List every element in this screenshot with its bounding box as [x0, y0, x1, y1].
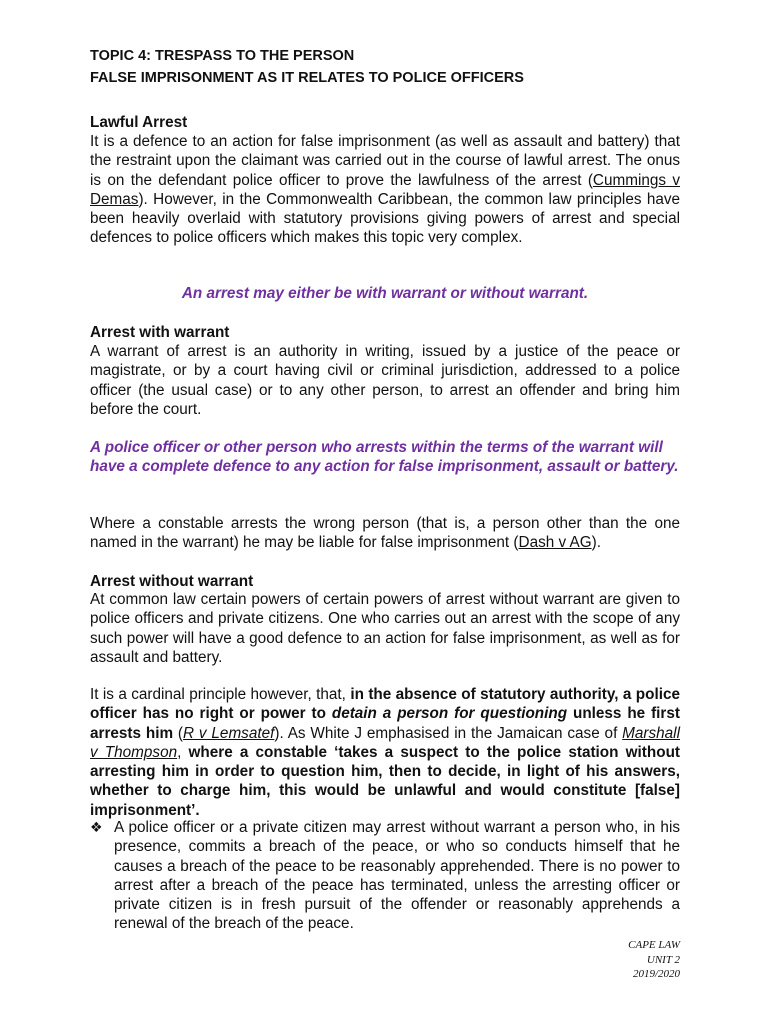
- cardinal-principle-paragraph: It is a cardinal principle however, that, in the absence of statutory authority, a police officer has no right or power to detain a person for questioning unless he first arrests him (R v Lemsatef). As White J emphasised in the Jamaican case of Marshall v Thompson, where a constable ‘takes a suspect to the police station without arresting him in order to question him, then to decide, in light of his answers, whether to charge him, this would be unlawful and would constitute [false] imprisonment’.: [90, 686, 681, 819]
- bullet-text: A police officer or a private citizen may arrest without warrant a person who, in his presence, commits a breach of the peace, or who so conducts himself that he causes a breach of the peace to be reasonably apprehended. There is no power to arrest after a breach of the peace has terminated, unless the arresting officer or private citizen is in fresh pursuit of the offender or reasonably apprehends a renewal of the breach of the peace.: [114, 819, 680, 933]
- footer-year: 2019/2020: [632, 968, 680, 980]
- breach-of-peace-bullet: [90, 818, 680, 934]
- arrest-types-callout: An arrest may either be with warrant or without warrant.: [181, 285, 589, 302]
- arrest-without-warrant-heading: Arrest without warrant: [90, 573, 254, 590]
- lawful-arrest-paragraph: It is a defence to an action for false imprisonment (as well as assault and battery) that the restraint upon the claimant was carried out in the course of lawful arrest. The onus is on the defendant police officer to prove the lawfulness of the arrest (Cummings v Demas). However, in the Commonwealth Caribbean, the common law principles have been heavily overlaid with statutory provisions giving powers of arrest and special defences to police officers which makes this topic very complex.: [90, 133, 680, 247]
- arrest-with-warrant-paragraph: A warrant of arrest is an authority in writing, issued by a justice of the peace or magistrate, or by a court having civil or criminal jurisdiction, addressed to a police officer (the usual case) or to any other person, to arrest an offender and bring him before the court.: [90, 343, 680, 418]
- document-heading: [90, 45, 680, 89]
- arrest-with-warrant-heading: Arrest with warrant: [90, 324, 230, 341]
- course-footer: [628, 938, 680, 982]
- footer-unit: UNIT 2: [646, 953, 680, 966]
- arrest-without-warrant-paragraph: At common law certain powers of certain powers of arrest without warrant are given to police officers and private citizens. One who carries out an arrest with the scope of any such power will have a good defence to an action for false imprisonment, as well as for assault and battery.: [90, 591, 680, 666]
- warrant-defence-callout: A police officer or other person who arrests within the terms of the warrant will have a complete defence to any action for false imprisonment, assault or battery.: [90, 439, 679, 476]
- topic-subtitle: FALSE IMPRISONMENT AS IT RELATES TO POLICE OFFICERS: [90, 70, 524, 86]
- case-citation-lemsatef: R v Lemsatef: [183, 724, 275, 742]
- footer-course: CAPE LAW: [628, 939, 680, 951]
- topic-title: TOPIC 4: TRESPASS TO THE PERSON: [90, 48, 355, 64]
- case-citation-marshall: Marshall v Thompson: [90, 724, 680, 761]
- case-citation-dash: Dash v AG: [518, 534, 592, 552]
- wrong-person-paragraph: Where a constable arrests the wrong person (that is, a person other than the one named in the warrant) he may be liable for false imprisonment (Dash v AG).: [90, 515, 680, 552]
- lawful-arrest-heading: Lawful Arrest: [90, 114, 188, 131]
- diamond-bullet-icon: ❖: [90, 819, 103, 835]
- case-citation-cummings: Cummings v Demas: [90, 171, 680, 208]
